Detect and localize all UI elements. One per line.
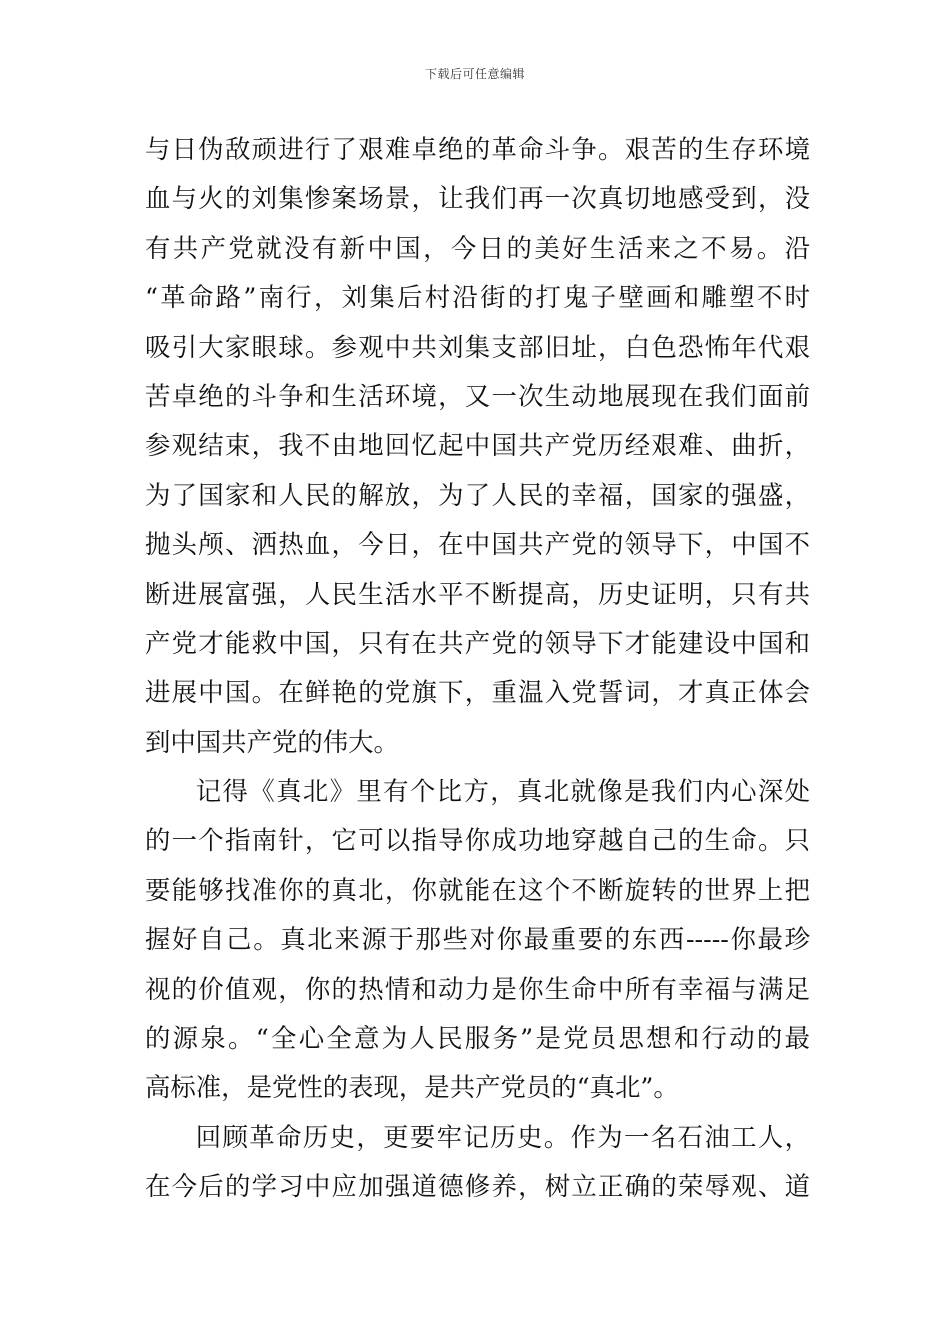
text-line: 进展中国。在鲜艳的党旗下，重温入党誓词，才真正体会: [145, 677, 810, 708]
text-line: 回顾革命历史，更要牢记历史。作为一名石油工人，: [195, 1121, 810, 1152]
text-line: 记得《真北》里有个比方，真北就像是我们内心深处: [195, 776, 810, 807]
document-body: [145, 125, 810, 1212]
text-line: 要能够找准你的真北，你就能在这个不断旋转的世界上把: [145, 874, 810, 905]
text-line: 在今后的学习中应加强道德修养，树立正确的荣辱观、道: [145, 1171, 810, 1202]
text-line: 抛头颅、洒热血，今日，在中国共产党的领导下，中国不: [145, 529, 810, 560]
text-line: 的源泉。“全心全意为人民服务”是党员思想和行动的最: [145, 1023, 810, 1054]
page-header: 下载后可任意编辑: [424, 67, 525, 81]
text-line: 血与火的刘集惨案场景，让我们再一次真切地感受到，没: [145, 183, 810, 214]
text-line: “革命路”南行，刘集后村沿街的打鬼子壁画和雕塑不时: [145, 282, 810, 313]
text-line: 断进展富强，人民生活水平不断提高，历史证明，只有共: [145, 578, 810, 609]
text-line: 握好自己。真北来源于那些对你最重要的东西-----你最珍: [145, 924, 810, 955]
text-line: 视的价值观，你的热情和动力是你生命中所有幸福与满足: [145, 973, 810, 1004]
text-line: 参观结束，我不由地回忆起中国共产党历经艰难、曲折，: [145, 430, 810, 461]
text-line: 到中国共产党的伟大。: [145, 726, 399, 757]
text-line: 吸引大家眼球。参观中共刘集支部旧址，白色恐怖年代艰: [145, 331, 810, 362]
text-line: 苦卓绝的斗争和生活环境，又一次生动地展现在我们面前: [145, 380, 810, 411]
text-line: 有共产党就没有新中国，今日的美好生活来之不易。沿: [145, 232, 810, 263]
text-line: 高标准，是党性的表现，是共产党员的“真北”。: [145, 1072, 679, 1103]
text-line: 产党才能救中国，只有在共产党的领导下才能建设中国和: [145, 627, 810, 658]
text-line: 的一个指南针，它可以指导你成功地穿越自己的生命。只: [145, 825, 810, 856]
text-line: 为了国家和人民的解放，为了人民的幸福，国家的强盛，: [145, 479, 810, 510]
text-line: 与日伪敌顽进行了艰难卓绝的革命斗争。艰苦的生存环境: [145, 134, 810, 164]
